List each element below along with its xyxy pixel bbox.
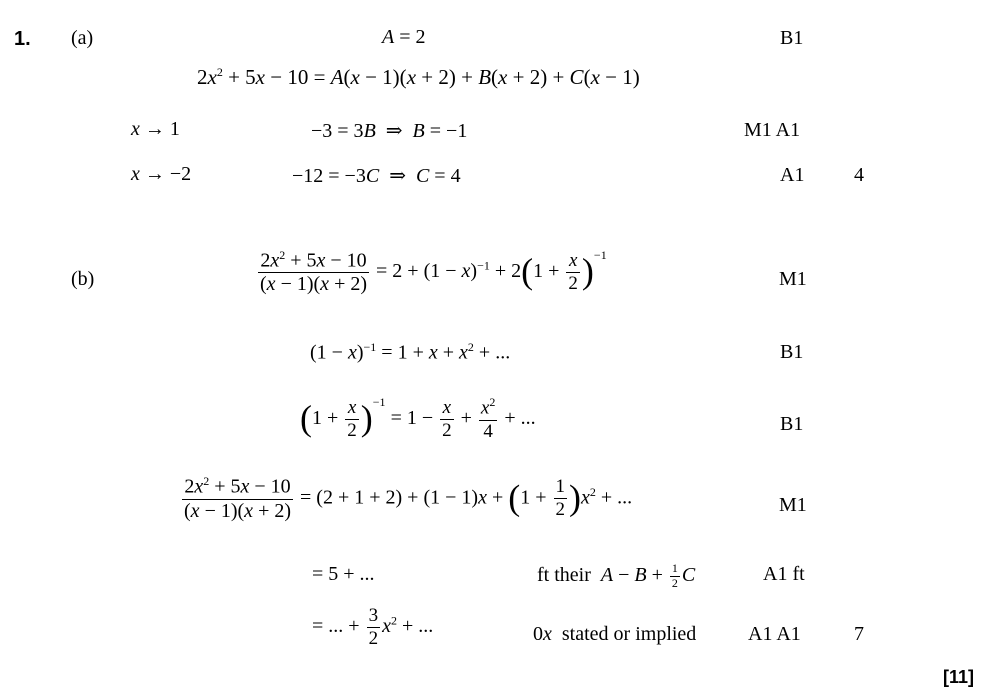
part-b-row-4-math: $\frac{2x^2 + 5x - 10}{(x - 1)(x + 2)}$ = (2 + 1 + 2) + (1 − 1)x + (1 + $\frac{1}{2}$ )$x^2$ + ... xyxy=(184,474,633,522)
part-b-row-6-mark: A1 A1 xyxy=(748,623,801,645)
part-a-row-3-math: −3 = 3B ⇒ B = −1 xyxy=(311,120,468,142)
part-b-row-1-math: $\frac{2x^2 + 5x - 10}{(x - 1)(x + 2)}$ = $2 + (1 - x)^{-1} + 2(1$ + $\frac{x}{2}$ )$^{-1}$ xyxy=(260,247,607,296)
part-a-row-2-math: $2x^2 + 5x - 10 = A(x - 1)(x + 2) + B(x + 2) + C(x - 1)$ xyxy=(197,65,640,89)
part-b-subtotal: 7 xyxy=(854,623,864,645)
question-number: 1. xyxy=(14,28,31,50)
part-b-row-6-note: 0x stated or implied xyxy=(533,623,697,645)
part-a-row-4-mark: A1 xyxy=(780,164,805,186)
part-b-row-2-math: $(1 - x)^{-1} = 1 + x + x^2$ + ... xyxy=(310,340,511,364)
part-a-row-4-condition: x → −2 xyxy=(131,163,192,185)
part-b-row-4-mark: M1 xyxy=(779,494,807,516)
part-a-row-3-mark: M1 A1 xyxy=(744,119,801,141)
part-b-row-3-math: (1 + $\frac{x}{2}$ )$^{-1}$ = 1 − $\frac{x}{2}$ + $\frac{x^2}{4}$ + ... xyxy=(300,395,536,442)
part-b-row-6-math: = ... + $\frac{3}{2}$ $x^2$ + ... xyxy=(312,605,434,649)
part-a-label: (a) xyxy=(71,27,94,49)
part-b-row-5-mark: A1 ft xyxy=(763,563,805,585)
part-b-row-1-mark: M1 xyxy=(779,268,807,290)
part-a-subtotal: 4 xyxy=(854,164,864,186)
part-b-label: (b) xyxy=(71,268,95,290)
part-b-row-3-mark: B1 xyxy=(780,413,804,435)
part-a-row-1-math: A = 2 xyxy=(382,26,426,48)
part-a-row-1-mark: B1 xyxy=(780,27,804,49)
part-b-row-5-note: ft their A − B + $\frac{1}{2}$ C xyxy=(537,561,696,590)
question-total: [11] xyxy=(943,667,975,687)
part-a-row-4-math: −12 = −3C ⇒ C = 4 xyxy=(292,165,461,187)
part-b-row-2-mark: B1 xyxy=(780,341,804,363)
part-b-row-5-math: = 5 + ... xyxy=(312,563,375,585)
part-a-row-3-condition: x → 1 xyxy=(131,118,180,140)
